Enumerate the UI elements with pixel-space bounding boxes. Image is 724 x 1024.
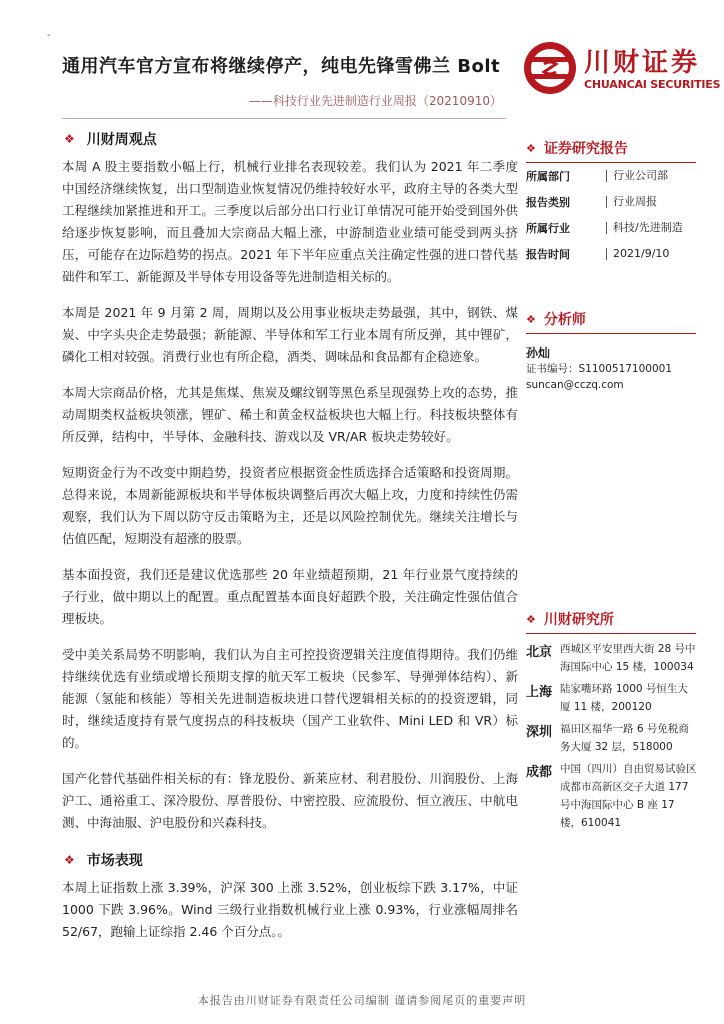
office-city: 深圳 (526, 725, 553, 740)
analyst-heading: ❖ 分析师 (526, 312, 586, 328)
header-dash: - (47, 30, 51, 41)
paragraph: 本周大宗商品价格，尤其是焦煤、焦炭及螺纹钢等黑色系呈现强势上攻的态势，推动周期类权益板块领涨，锂矿、稀土和黄金权益板块也大幅上行。科技板块整体有所反弹，结构中，半导体、金融科技、游戏以及 VR/AR 板块走势较好。 (62, 385, 518, 444)
diamond-bullet-icon: ❖ (64, 853, 75, 867)
info-value: 科技/先进制造 (606, 222, 683, 234)
paragraph: 国产化替代基础件相关标的有：锋龙股份、新莱应材、利君股份、川润股份、上海沪工、通裕重工、深冷股份、厚普股份、中密控股、应流股份、恒立液压、中航电测、中海油服、沪电股份和兴森科技。 (62, 771, 518, 830)
paragraph: 短期资金行为不改变中期趋势，投资者应根据资金性质选择合适策略和投资周期。总得来说，本周新能源板块和半导体板块调整后再次大幅上攻，力度和持续性仍需观察，我们认为下周以防守反击策略为主，还是以风险控制优先。继续关注增长与估值匹配，短期没有超涨的股票。 (62, 465, 518, 546)
info-key: 报告时间 (526, 248, 570, 261)
info-row (526, 241, 698, 267)
report-title: 通用汽车官方宣布将继续停产，纯电先锋雪佛兰 Bolt (62, 56, 501, 77)
report-subtitle: ——科技行业先进制造行业周报（20210910） (248, 94, 502, 108)
diamond-bullet-icon: ❖ (526, 312, 536, 326)
page-footer: 本报告由川财证券有限责任公司编制 谨请参阅尾页的重要声明 (197, 994, 527, 1007)
info-value: 2021/9/10 (606, 248, 669, 260)
diamond-bullet-icon: ❖ (526, 612, 536, 626)
office-row (526, 640, 698, 676)
office-row (526, 760, 698, 832)
info-key: 报告类别 (526, 196, 570, 209)
info-key: 所属行业 (526, 222, 570, 235)
office-address: 西城区平安里西大街 28 号中海国际中心 15 楼，100034 (560, 643, 696, 673)
header-divider (62, 118, 506, 119)
sidebar (526, 136, 698, 836)
info-value: 行业公司部 (606, 170, 668, 182)
office-row (526, 720, 698, 756)
analyst-cert: 证书编号：S1100517100001 (526, 363, 673, 375)
diamond-bullet-icon: ❖ (64, 132, 75, 146)
paragraph: 受中美关系局势不明影响，我们认为自主可控投资逻辑关注度值得期待。我们仍维持继续优选有业绩或增长预期支撑的航天军工板块（民参军、导弹弹体结构）、新能源（氢能和核能）等相关先进制造板块进口替代逻辑相关标的的投资逻辑，同时，继续适度持有景气度拐点的科技板块（国产工业软件、Mini LED 和 VR）标的。 (62, 647, 518, 750)
main-content (62, 126, 518, 943)
office-city: 上海 (526, 685, 553, 700)
logo-text-cn: 川财证券 (584, 48, 701, 78)
office-address: 陆家嘴环路 1000 号恒生大厦 11 楼，200120 (560, 683, 688, 713)
office-address: 福田区福华一路 6 号免税商务大厦 32 层，518000 (560, 723, 689, 753)
info-row (526, 163, 698, 189)
analyst-email[interactable]: suncan@cczq.com (526, 379, 624, 391)
logo-text-en: CHUANCAI SECURITIES (584, 78, 721, 91)
paragraph: 基本面投资，我们还是建议优选那些 20 年业绩超预期，21 年行业景气度持续的子行业，做中期以上的配置。重点配置基本面良好超跌个股，关注确定性强估值合理板块。 (62, 567, 518, 626)
info-row (526, 189, 698, 215)
office-city: 北京 (526, 645, 553, 660)
viewpoint-section-heading (62, 126, 518, 152)
diamond-bullet-icon: ❖ (526, 141, 536, 155)
market-heading-text: 市场表现 (86, 853, 143, 869)
analyst-name: 孙灿 (526, 346, 551, 360)
institute-heading: ❖ 川财研究所 (526, 612, 614, 628)
info-row (526, 215, 698, 241)
heading-divider (526, 333, 696, 334)
paragraph: 本周 A 股主要指数小幅上行，机械行业排名表现较差。我们认为 2021 年二季度中国经济继续恢复，出口型制造业恢复情况仍维持较好水平，政府主导的各类大型工程继续加紧推进和开工。三季度以后部分出口行业订单情况可能开始受到国外供给逐步恢复影响，而且叠加大宗商品大幅上涨，中游制造业业绩可能受到两头挤压，可能存在边际趋势的拐点。2021 年下半年应重点关注确定性强的进口替代基础件和军工、新能源及半导体专用设备等先进制造相关标的。 (62, 159, 518, 284)
market-paragraph: 本周上证指数上涨 3.39%，沪深 300 上涨 3.52%，创业板综下跌 3.17%，中证 1000 下跌 3.96%。Wind 三级行业指数机械行业上涨 0.93%，行业涨幅周排名 52/67，跑输上证综指 2.46 个百分点。。 (62, 880, 518, 939)
heading-divider (526, 633, 696, 634)
paragraph: 本周是 2021 年 9 月第 2 周，周期以及公用事业板块走势最强，其中，钢铁、煤炭、中字头央企走势最强；新能源、半导体和军工行业本周有所反弹，其中锂矿，磷化工相对较强。消费行业也有所企稳，酒类、调味品和食品都有企稳迹象。 (62, 305, 518, 364)
company-logo-icon (522, 40, 578, 96)
info-value: 行业周报 (606, 196, 657, 208)
info-key: 所属部门 (526, 170, 570, 183)
viewpoint-heading-text: 川财周观点 (86, 132, 157, 148)
market-section-heading (62, 847, 518, 873)
office-row (526, 680, 698, 716)
company-logo (522, 40, 721, 96)
report-info-heading: ❖ 证券研究报告 (526, 141, 628, 157)
office-city: 成都 (526, 765, 553, 780)
office-address: 中国（四川）自由贸易试验区成都市高新区交子大道 177 号中海国际中心 B 座 17 楼，610041 (560, 763, 697, 829)
